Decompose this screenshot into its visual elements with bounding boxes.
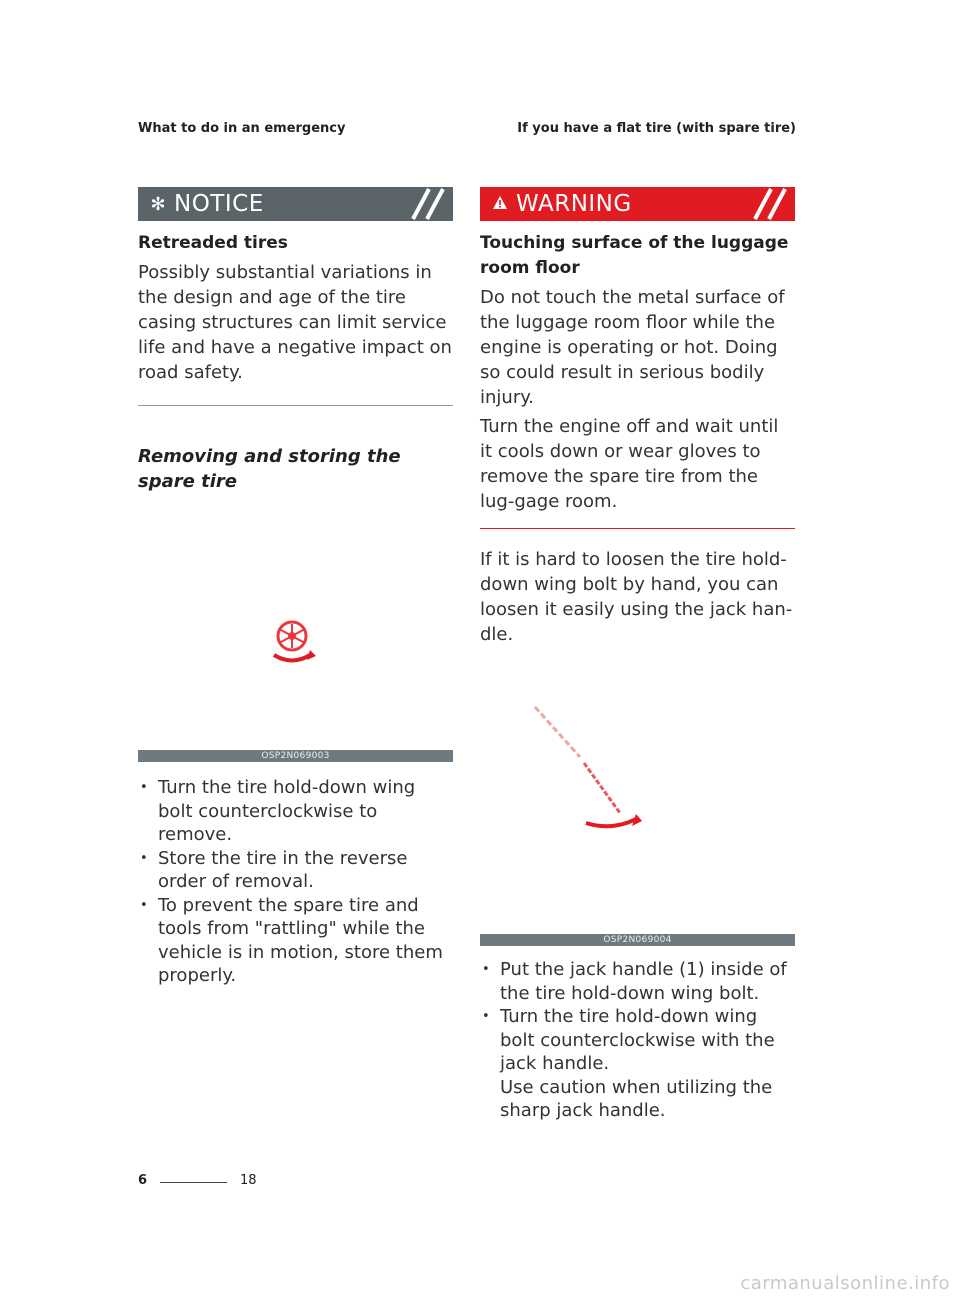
- tire-rotate-icon: [138, 526, 453, 750]
- page-number: 18: [240, 1173, 257, 1188]
- warning-text-1: Do not touch the metal surface of the luggage room floor while the engine is operating or hot. Doing so could result in serious bodily injury.: [480, 287, 785, 408]
- warning-triangle-icon: [489, 194, 511, 215]
- figure-caption: OSP2N069004: [480, 934, 795, 946]
- footer-rule: [160, 1182, 227, 1183]
- section-heading: Removing and storing the spare tire: [138, 446, 401, 492]
- list-item-note: Use caution when utilizing the sharp jack handle.: [500, 1076, 773, 1121]
- header-left: What to do in an emergency: [138, 121, 346, 136]
- warning-label: WARNING: [516, 191, 632, 217]
- jack-handle-icon: [480, 687, 795, 934]
- notice-end-rule: [138, 405, 453, 406]
- warning-banner: [480, 187, 795, 221]
- notice-subhead: Retreaded tires: [138, 233, 288, 253]
- warning-subhead: Touching surface of the luggage room floor: [480, 233, 789, 278]
- header-right: If you have a flat tire (with spare tire): [517, 121, 796, 136]
- banner-slashes-icon: [745, 187, 795, 221]
- list-item: [480, 1005, 795, 1123]
- warning-end-rule: [480, 528, 795, 529]
- figure-jack-handle: [480, 687, 795, 946]
- notice-label: NOTICE: [174, 191, 264, 217]
- left-column: [138, 187, 453, 988]
- right-column: [480, 187, 795, 1123]
- list-item-text: • Turn the tire hold-down wing bolt counterclockwise with the jack handle.: [500, 1006, 775, 1074]
- warning-text-2: Turn the engine off and wait until it cools down or wear gloves to remove the spare tire from the lug-gage room.: [480, 416, 779, 512]
- list-item: • Store the tire in the reverse order of removal.: [138, 847, 453, 894]
- figure-spare-tire: [138, 526, 453, 762]
- list-item: • Put the jack handle (1) inside of the tire hold-down wing bolt.: [480, 958, 795, 1005]
- asterisk-icon: ✻: [150, 193, 166, 215]
- banner-slashes-icon: [403, 187, 453, 221]
- watermark: carmanualsonline.info: [740, 1273, 950, 1294]
- figure-caption: OSP2N069003: [138, 750, 453, 762]
- right-steps-list: [480, 958, 795, 1123]
- list-item: • Turn the tire hold-down wing bolt counterclockwise to remove.: [138, 776, 453, 847]
- notice-text: Possibly substantial variations in the design and age of the tire casing structures can limit service life and have a negative impact on road safety.: [138, 262, 452, 383]
- left-steps-list: [138, 776, 453, 988]
- notice-banner: [138, 187, 453, 221]
- chapter-number: 6: [138, 1173, 148, 1188]
- list-item: • To prevent the spare tire and tools from "rattling" while the vehicle is in motion, store them properly.: [138, 894, 453, 988]
- intro-text: If it is hard to loosen the tire hold-down wing bolt by hand, you can loosen it easily using the jack han-dle.: [480, 549, 793, 645]
